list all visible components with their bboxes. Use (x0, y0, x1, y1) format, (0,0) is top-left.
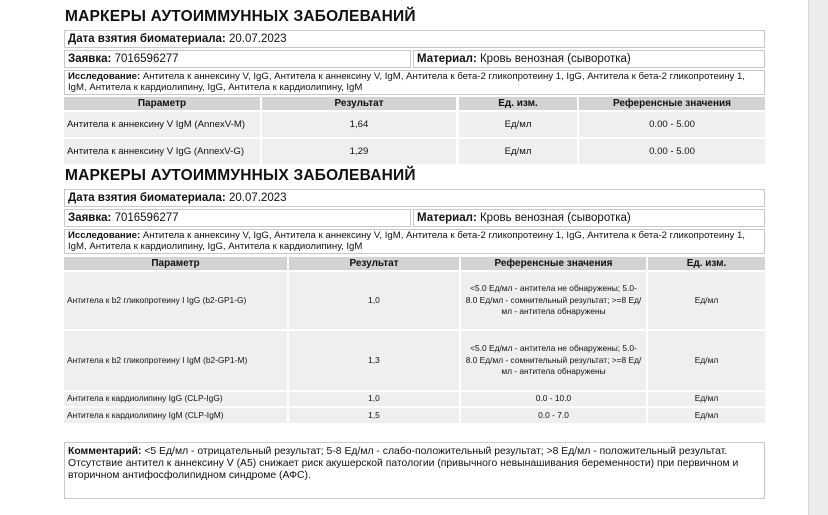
order-label: Заявка: (68, 53, 112, 65)
section2-study-row (64, 229, 765, 254)
t1-header-result: Результат (262, 97, 456, 110)
t2-row3-ref: 0.0 - 10.0 (461, 392, 646, 406)
section2-order-row (64, 209, 411, 227)
study-label: Исследование: (68, 71, 141, 82)
t2-row1-unit: Ед/мл (648, 272, 765, 329)
t2-row4-result: 1,5 (289, 408, 459, 423)
t1-row2-param: Антитела к аннексину V IgG (AnnexV-G) (64, 139, 260, 164)
order-value: 7016596277 (114, 212, 179, 224)
study-value: Антитела к аннексину V, IgG, Антитела к аннексину V, IgM, Антитела к бета-2 гликопротеину 1, IgG, Антитела к бета-2 гликопротеину 1, IgM, Антитела к кардиолипину, IgG, Антитела к кардиолипину, IgM (68, 230, 745, 252)
t1-row2-ref: 0.00 - 5.00 (579, 139, 765, 164)
t2-row1-ref: <5.0 Ед/мл - антитела не обнаружены; 5.0-8.0 Ед/мл - сомнительный результат; >=8 Ед/мл - антитела обнаружены (461, 272, 646, 329)
material-label: Материал: (417, 212, 477, 224)
material-label: Материал: (417, 53, 477, 65)
material-value: Кровь венозная (сыворотка) (479, 53, 631, 65)
section2-date-row (64, 189, 765, 207)
section1-study-row (64, 70, 765, 95)
comment-label: Комментарий: (68, 446, 142, 457)
date-label: Дата взятия биоматериала: (68, 192, 226, 204)
order-value: 7016596277 (114, 53, 179, 65)
t2-header-unit: Ед. изм. (648, 257, 765, 270)
t1-header-param: Параметр (64, 97, 260, 110)
t2-row3-unit: Ед/мл (648, 392, 765, 406)
t1-header-unit: Ед. изм. (459, 97, 577, 110)
comment-note: Отсутствие антител к аннексину V (А5) снижает риск акушерской патологии (привычного невынашивания беременности) при первичном и вторичном антифосфолипидном синдроме (АФС). (68, 458, 739, 481)
date-label: Дата взятия биоматериала: (68, 33, 226, 45)
section2-title: МАРКЕРЫ АУТОИММУННЫХ ЗАБОЛЕВАНИЙ (65, 167, 416, 184)
t2-header-result: Результат (289, 257, 459, 270)
t2-row4-unit: Ед/мл (648, 408, 765, 423)
t1-row2-result: 1,29 (262, 139, 456, 164)
study-value: Антитела к аннексину V, IgG, Антитела к аннексину V, IgM, Антитела к бета-2 гликопротеину 1, IgG, Антитела к бета-2 гликопротеину 1, IgM, Антитела к кардиолипину, IgG, Антитела к кардиолипину, IgM (68, 71, 745, 93)
t2-row2-param: Антитела к b2 гликопротеину I IgM (b2-GP1-M) (64, 331, 287, 390)
comment-line (68, 446, 761, 458)
date-value: 20.07.2023 (228, 192, 287, 204)
order-label: Заявка: (68, 212, 112, 224)
t2-row4-ref: 0.0 - 7.0 (461, 408, 646, 423)
section1-order-row (64, 50, 411, 68)
material-value: Кровь венозная (сыворотка) (479, 212, 631, 224)
t2-row2-ref: <5.0 Ед/мл - антитела не обнаружены; 5.0-8.0 Ед/мл - сомнительный результат; >=8 Ед/мл - антитела обнаружены (461, 331, 646, 390)
section1-title: МАРКЕРЫ АУТОИММУННЫХ ЗАБОЛЕВАНИЙ (65, 8, 416, 25)
t1-row1-ref: 0.00 - 5.00 (579, 112, 765, 137)
comment-text: <5 Ед/мл - отрицательный результат; 5-8 Ед/мл - слабо-положительный результат; >8 Ед/мл - положительный результат. (144, 446, 728, 457)
comment-box (64, 442, 765, 499)
t2-header-ref: Референсные значения (461, 257, 646, 270)
t2-row4-param: Антитела к кардиолипину IgM (CLP-IgM) (64, 408, 287, 423)
scroll-gutter (808, 0, 828, 515)
t2-row3-result: 1,0 (289, 392, 459, 406)
t1-row1-result: 1,64 (262, 112, 456, 137)
section1-material-row (413, 50, 765, 68)
date-value: 20.07.2023 (228, 33, 287, 45)
t2-row1-result: 1,0 (289, 272, 459, 329)
t2-header-param: Параметр (64, 257, 287, 270)
study-label: Исследование: (68, 230, 141, 241)
t2-row1-param: Антитела к b2 гликопротеину I IgG (b2-GP1-G) (64, 272, 287, 329)
t1-header-ref: Референсные значения (579, 97, 765, 110)
t2-row2-unit: Ед/мл (648, 331, 765, 390)
section2-material-row (413, 209, 765, 227)
t1-row1-param: Антитела к аннексину V IgM (AnnexV-M) (64, 112, 260, 137)
section1-date-row (64, 30, 765, 48)
t1-row1-unit: Ед/мл (459, 112, 577, 137)
t2-row3-param: Антитела к кардиолипину IgG (CLP-IgG) (64, 392, 287, 406)
t1-row2-unit: Ед/мл (459, 139, 577, 164)
t2-row2-result: 1,3 (289, 331, 459, 390)
